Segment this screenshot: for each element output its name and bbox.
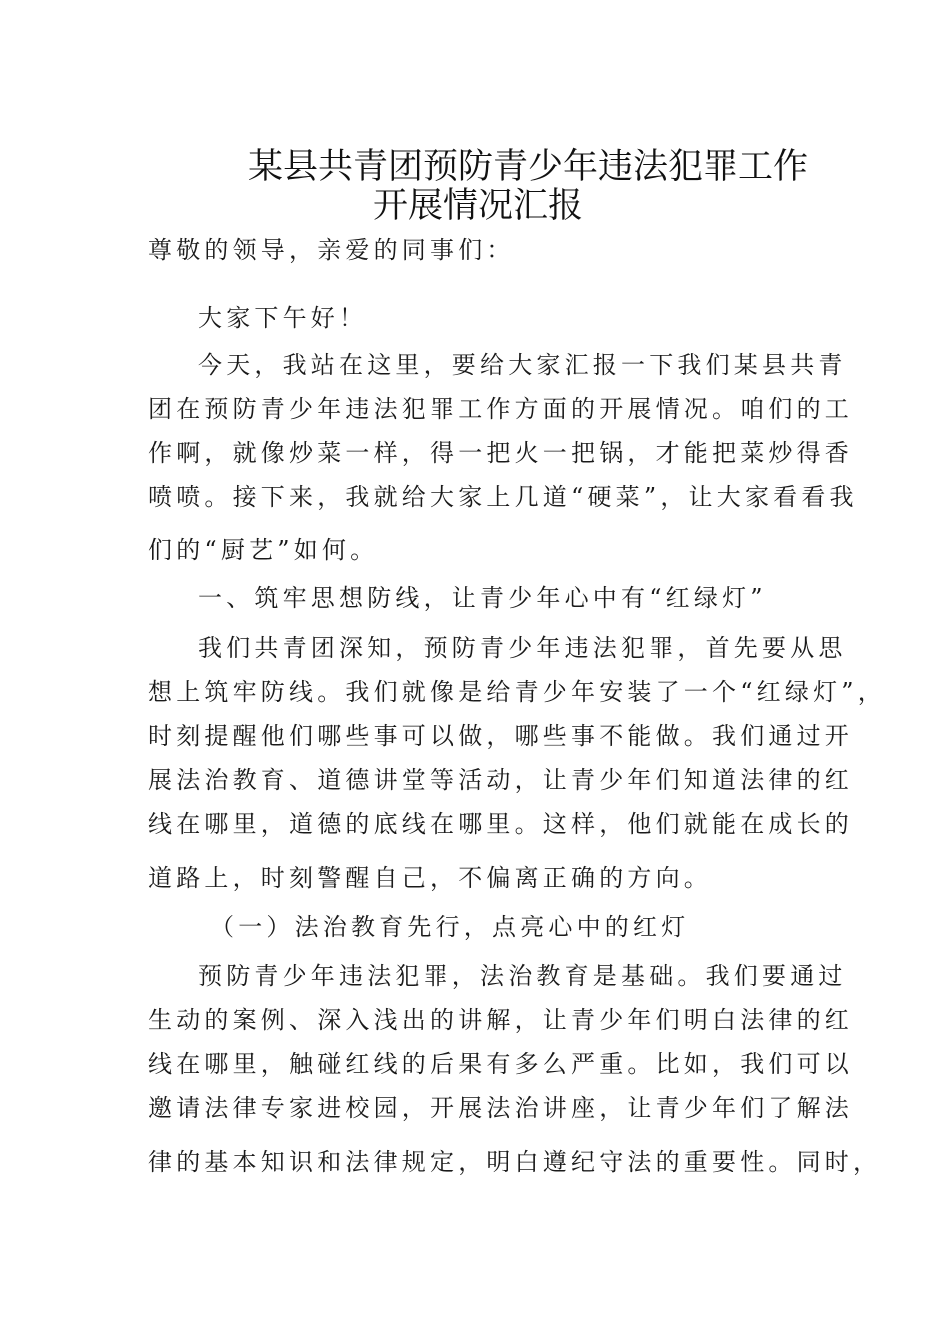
paragraph1-line: 团在预防青少年违法犯罪工作方面的开展情况。咱们的工 — [148, 395, 853, 423]
subsection1-heading: （一）法治教育先行，点亮心中的红灯 — [210, 913, 690, 941]
paragraph3-line: 预防青少年违法犯罪，法治教育是基础。我们要通过 — [198, 962, 847, 990]
paragraph1-line: 今天，我站在这里，要给大家汇报一下我们某县共青 — [198, 351, 847, 379]
paragraph2-line: 时刻提醒他们哪些事可以做，哪些事不能做。我们通过开 — [148, 722, 853, 750]
paragraph2-line: 线在哪里，道德的底线在哪里。这样，他们就能在成长的 — [148, 810, 853, 838]
paragraph1-line: 作啊，就像炒菜一样，得一把火一把锅，才能把菜炒得香 — [148, 439, 853, 467]
paragraph2-line: 道路上，时刻警醒自己，不偏离正确的方向。 — [148, 864, 712, 892]
paragraph2-line: 我们共青团深知，预防青少年违法犯罪，首先要从思 — [198, 634, 847, 662]
section1-heading: 一、筑牢思想防线，让青少年心中有“红绿灯” — [198, 584, 767, 612]
paragraph2-line: 展法治教育、道德讲堂等活动，让青少年们知道法律的红 — [148, 766, 853, 794]
paragraph1-line: 们的“厨艺”如何。 — [148, 536, 379, 564]
document-title-line2: 开展情况汇报 — [373, 186, 584, 226]
paragraph3-line: 线在哪里，触碰红线的后果有多么严重。比如，我们可以 — [148, 1050, 853, 1078]
salutation: 尊敬的领导，亲爱的同事们： — [148, 236, 515, 264]
paragraph3-line: 律的基本知识和法律规定，明白遵纪守法的重要性。同时， — [148, 1148, 882, 1176]
paragraph1-line: 喷喷。接下来，我就给大家上几道“硬菜”，让大家看看我 — [148, 483, 858, 511]
paragraph3-line: 邀请法律专家进校园，开展法治讲座，让青少年们了解法 — [148, 1094, 853, 1122]
paragraph3-line: 生动的案例、深入浅出的讲解，让青少年们明白法律的红 — [148, 1006, 853, 1034]
greeting: 大家下午好！ — [198, 304, 368, 332]
paragraph2-line: 想上筑牢防线。我们就像是给青少年安装了一个“红绿灯”， — [148, 678, 886, 706]
document-title-line1: 某县共青团预防青少年违法犯罪工作 — [248, 147, 809, 187]
